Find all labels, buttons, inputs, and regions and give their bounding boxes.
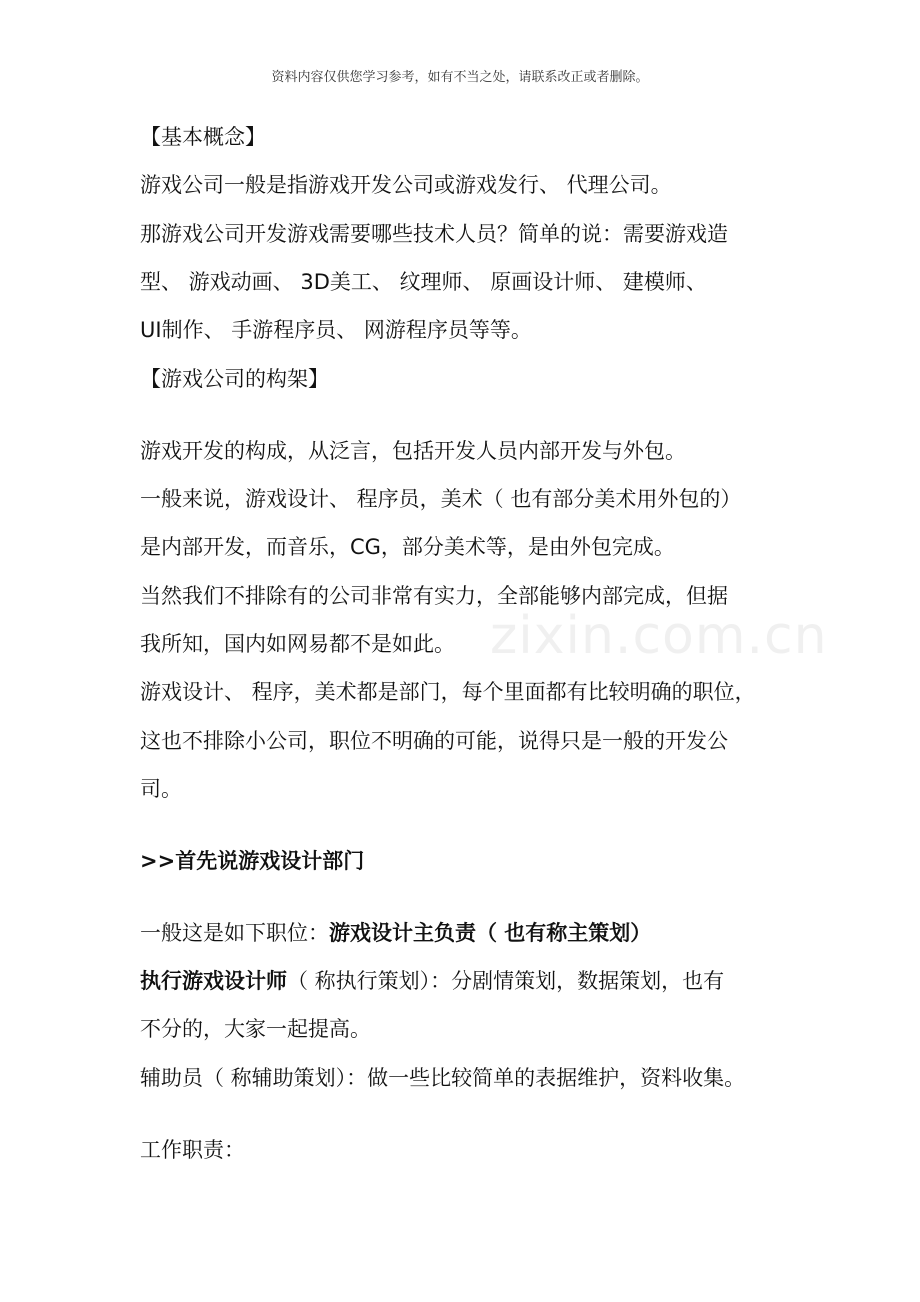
exec-designer-desc: （ 称执行策划）：分剧情策划，数据策划，也有: [287, 969, 725, 993]
paragraph-line: 不分的，大家一起提高。: [140, 1017, 371, 1041]
positions-prefix: 一般这是如下职位：: [140, 921, 329, 945]
paragraph-line: 游戏公司一般是指游戏开发公司或游戏发行、 代理公司。: [140, 173, 672, 197]
section-heading-company-structure: 【游戏公司的构架】: [140, 367, 329, 391]
paragraph-line: 游戏设计、 程序，美术都是部门，每个里面都有比较明确的职位，: [140, 680, 756, 704]
section-heading-game-design-dept: >>首先说游戏设计部门: [140, 849, 365, 873]
paragraph-line: 司。: [140, 777, 182, 801]
header-notice: 资料内容仅供您学习参考，如有不当之处，请联系改正或者删除。: [271, 70, 649, 85]
paragraph-line: UI制作、 手游程序员、 网游程序员等等。: [140, 318, 532, 342]
paragraph-line: 是内部开发，而音乐，CG，部分美术等，是由外包完成。: [140, 535, 675, 559]
lead-designer-title: 游戏设计主负责（ 也有称主策划）: [329, 921, 652, 945]
exec-designer-title: 执行游戏设计师: [140, 969, 287, 993]
assistant-line: 辅助员（ 称辅助策划）：做一些比较简单的表据维护，资料收集。: [140, 1066, 746, 1090]
exec-designer-line: [140, 967, 724, 995]
duties-label: 工作职责：: [140, 1138, 245, 1162]
paragraph-line: 当然我们不排除有的公司非常有实力，全部能够内部完成，但据: [140, 584, 728, 608]
paragraph-line: 游戏开发的构成，从泛言，包括开发人员内部开发与外包。: [140, 439, 686, 463]
watermark: zixin.com.cn: [490, 606, 828, 666]
paragraph-line: 我所知，国内如网易都不是如此。: [140, 632, 455, 656]
paragraph-line: 那游戏公司开发游戏需要哪些技术人员？简单的说：需要游戏造: [140, 222, 728, 246]
paragraph-line: 这也不排除小公司，职位不明确的可能，说得只是一般的开发公: [140, 729, 728, 753]
positions-line: [140, 919, 651, 947]
paragraph-line: 一般来说，游戏设计、 程序员，美术（ 也有部分美术用外包的）: [140, 487, 742, 511]
paragraph-line: 型、 游戏动画、 3D美工、 纹理师、 原画设计师、 建模师、: [140, 270, 707, 294]
section-heading-basic-concepts: 【基本概念】: [140, 125, 266, 149]
